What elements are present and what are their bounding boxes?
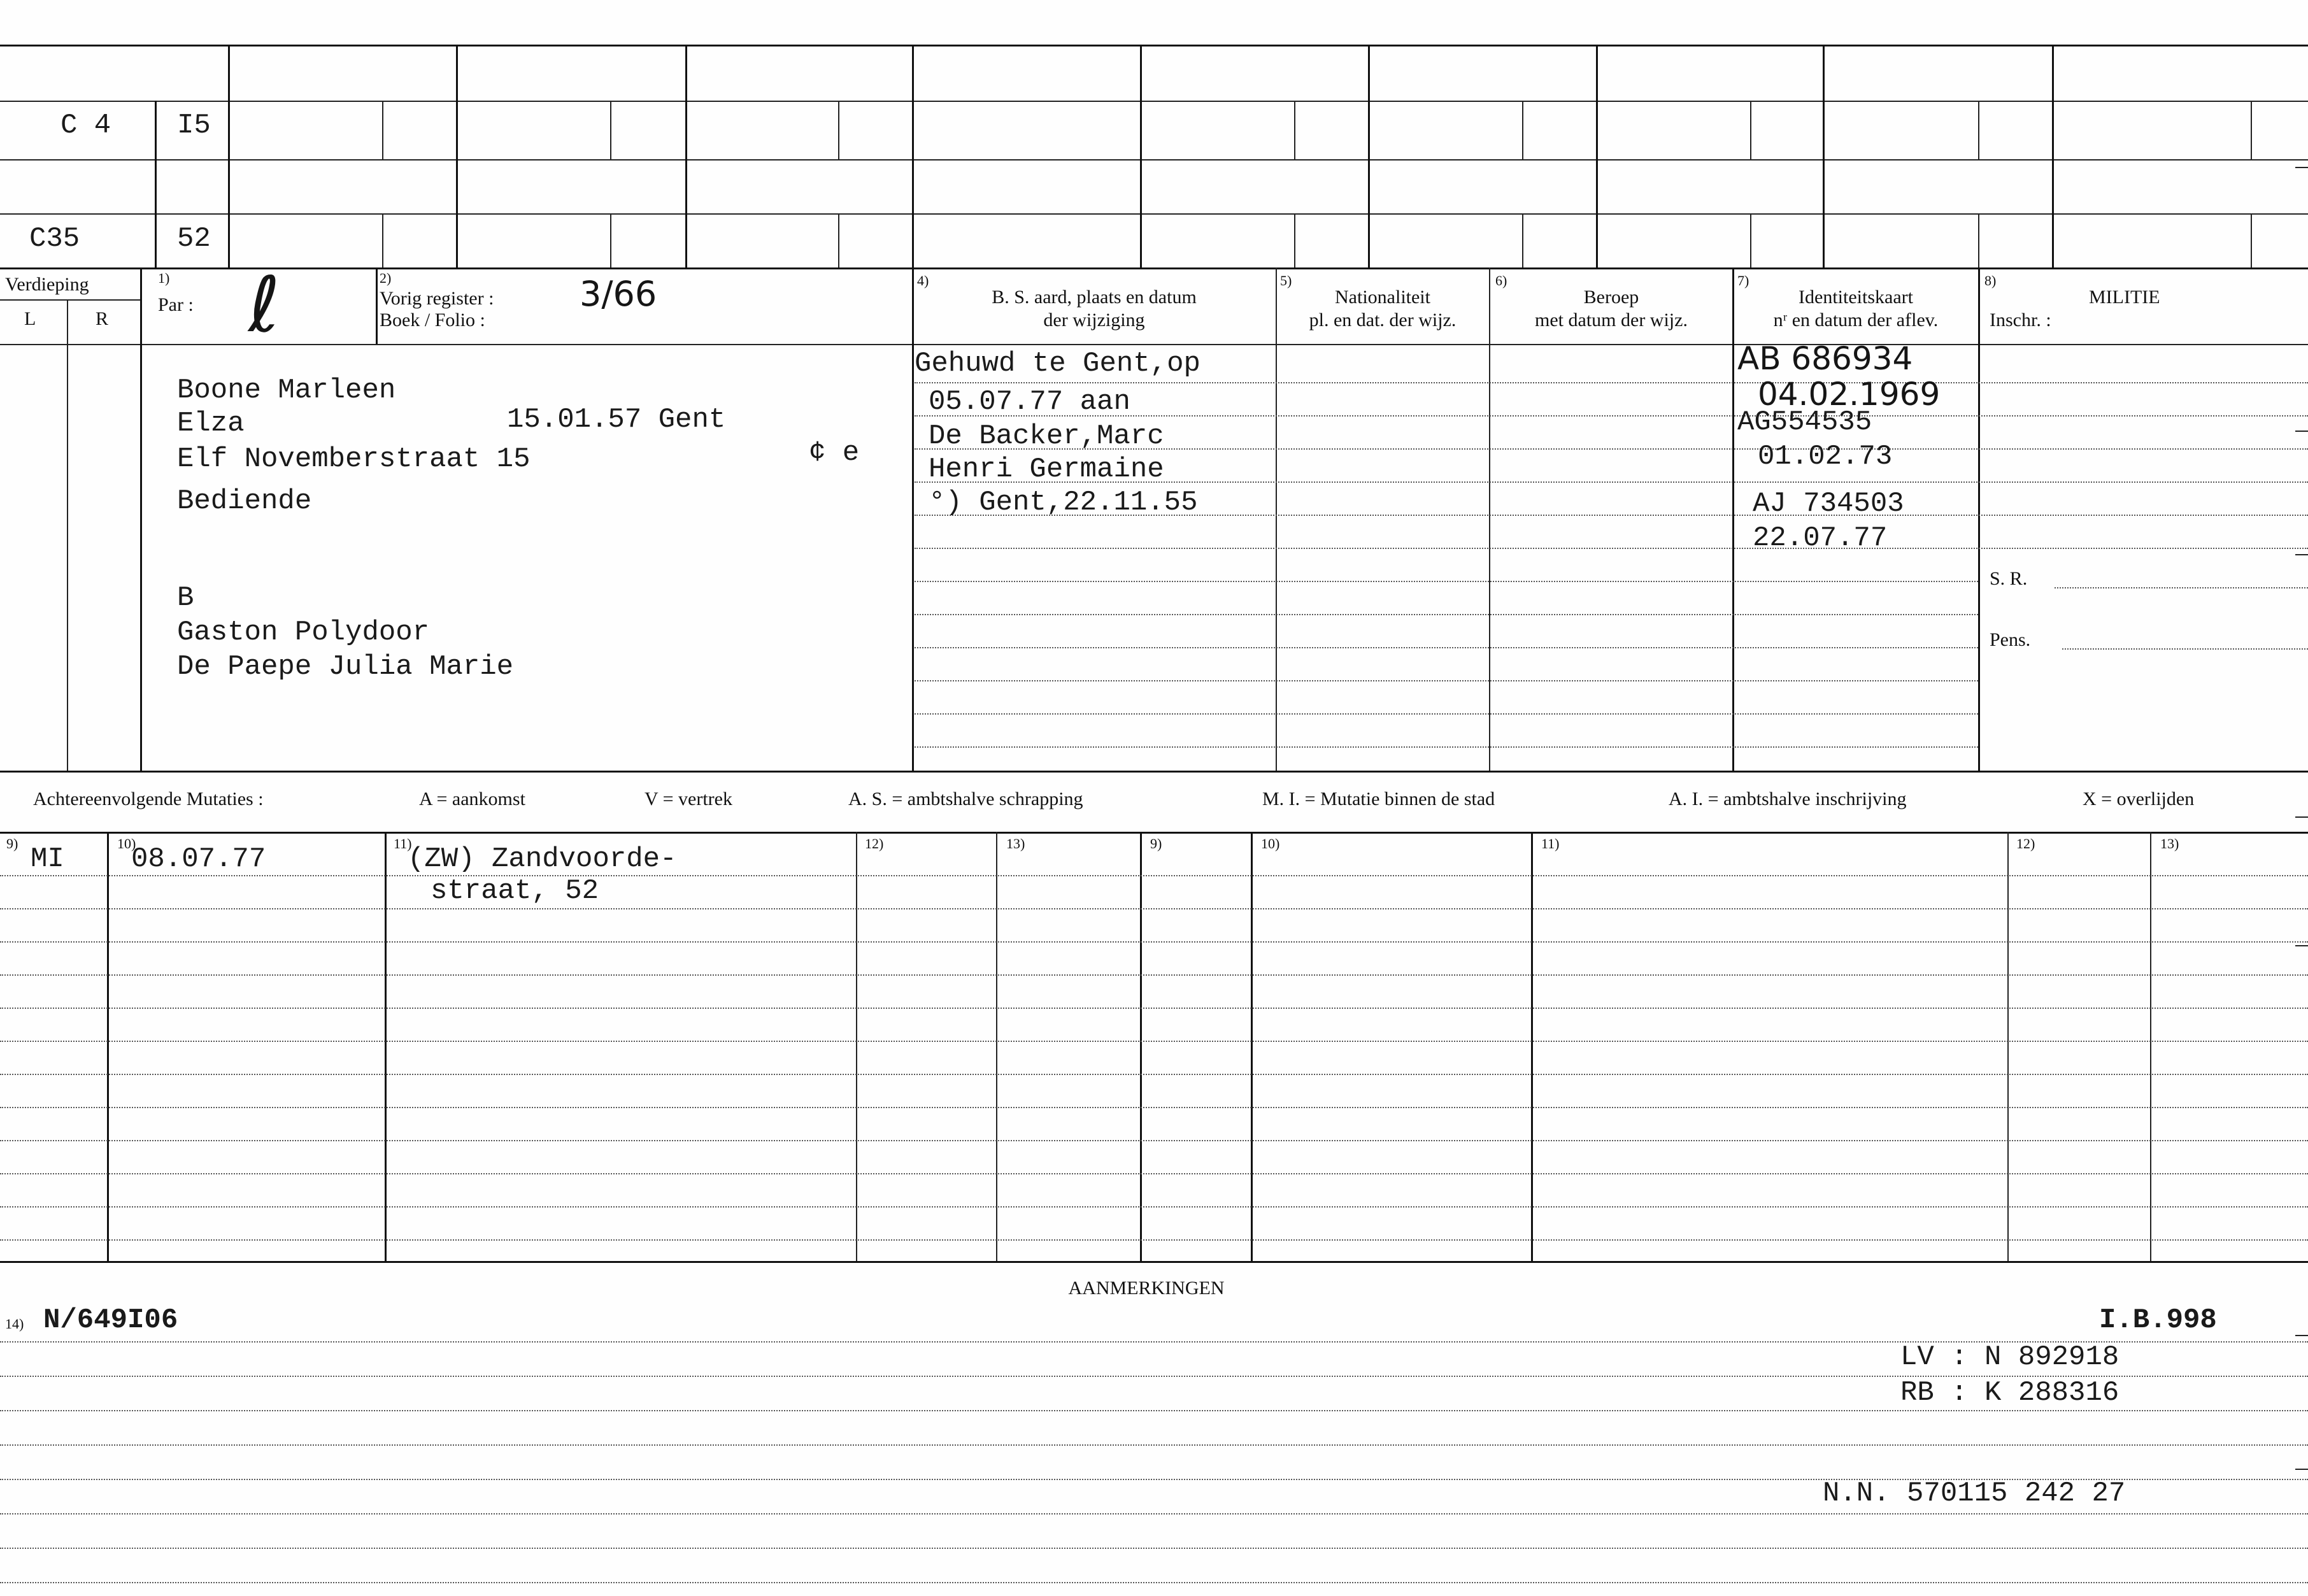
par-label: Par : <box>158 294 194 315</box>
top-grid-vline <box>685 45 687 267</box>
header-vline <box>1276 267 1277 771</box>
pens-dotted-line <box>2062 648 2308 650</box>
top-grid-vline <box>2251 101 2252 159</box>
mutaties-dotted-line <box>0 1173 2308 1174</box>
mut-col-num-10b: 10) <box>1261 836 1280 851</box>
top-row-line <box>0 159 2308 160</box>
bs-entry-4: Henri Germaine <box>929 453 1164 485</box>
boek-folio-label: Boek / Folio : <box>380 310 485 331</box>
bs-entry-5: °) Gent,22.11.55 <box>929 487 1198 518</box>
header-bottom-line <box>0 344 2308 345</box>
mutaties-vline <box>856 832 857 1261</box>
aanmerkingen-dotted-line <box>0 1410 2308 1411</box>
aanmerkingen-nn: N.N. 570115 242 27 <box>1823 1478 2126 1509</box>
mutaties-dotted-line <box>0 1206 2308 1208</box>
body-dotted-line <box>915 581 1978 582</box>
bs-entry-2: 05.07.77 aan <box>929 386 1130 418</box>
top-border-line <box>0 45 2308 46</box>
top-grid-vline <box>155 101 157 267</box>
body-dotted-line <box>915 614 1978 615</box>
mut-col-num-10: 10) <box>117 836 136 851</box>
mutaties-dotted-line <box>0 1107 2308 1108</box>
nationaliteit-header-line-1: Nationaliteit <box>1335 287 1430 308</box>
mother-name: De Paepe Julia Marie <box>177 651 514 683</box>
edge-tick <box>2295 945 2308 946</box>
beroep-number: 6) <box>1495 273 1507 289</box>
aanmerkingen-title: AANMERKINGEN <box>1068 1278 1225 1299</box>
edge-tick <box>2295 554 2308 555</box>
bs-entry-3: De Backer,Marc <box>929 420 1164 452</box>
mutaties-vline <box>2150 832 2151 1261</box>
mut-col-num-12b: 12) <box>2016 836 2035 851</box>
mutaties-dotted-line <box>0 875 2308 876</box>
legend-ambtshalve-inschrijving: A. I. = ambtshalve inschrijving <box>1669 788 1907 809</box>
top-grid-vline <box>1294 101 1295 159</box>
edge-tick <box>2295 1469 2308 1470</box>
verdieping-lr-divider <box>67 299 68 771</box>
beroep-header-line-1: Beroep <box>1583 287 1639 308</box>
nationaliteit-number: 5) <box>1280 273 1292 289</box>
top-grid-vline <box>1978 213 1979 267</box>
edge-tick <box>2295 167 2308 168</box>
person-mark: ¢ e <box>809 437 860 469</box>
par-handwritten-signature: ℓ <box>248 261 280 350</box>
top-grid-vline <box>1140 45 1142 267</box>
aanmerkingen-ib: I.B.998 <box>2099 1304 2217 1336</box>
header-vline <box>1732 267 1734 771</box>
id-card-1-date: 04.02.1969 <box>1758 376 1941 413</box>
body-dotted-line <box>915 647 1978 648</box>
mut-col-num-11b: 11) <box>1541 836 1560 851</box>
top-grid-vline <box>1294 213 1295 267</box>
header-vline <box>376 267 378 344</box>
inschr-label: Inschr. : <box>1990 310 2051 331</box>
top-grid-vline <box>1596 45 1598 267</box>
verdieping-divider <box>0 299 140 301</box>
top-grid-vline <box>1368 45 1370 267</box>
identiteitskaart-number: 7) <box>1737 273 1749 289</box>
mutaties-vline <box>107 832 109 1261</box>
top-row-2-col-1: C35 <box>29 223 80 255</box>
edge-tick <box>2295 1335 2308 1336</box>
sr-dotted-line <box>2055 587 2308 588</box>
top-grid-vline <box>1750 213 1751 267</box>
aanmerkingen-top-line <box>0 1261 2308 1263</box>
top-grid-vline <box>1978 101 1979 159</box>
aanmerkingen-dotted-line <box>0 1548 2308 1549</box>
verdieping-l-label: L <box>24 308 36 329</box>
mutaties-vline <box>1251 832 1253 1261</box>
person-name: Boone Marleen <box>177 374 396 406</box>
id-card-3-date: 22.07.77 <box>1753 522 1888 554</box>
mut-col-num-13b: 13) <box>2160 836 2179 851</box>
parents-marker: B <box>177 582 194 614</box>
top-grid-vline <box>228 45 230 267</box>
legend-ambtshalve-schrapping: A. S. = ambtshalve schrapping <box>848 788 1083 809</box>
mutaties-dotted-line <box>0 1008 2308 1009</box>
edge-tick <box>2295 816 2308 818</box>
verdieping-label: Verdieping <box>5 274 89 295</box>
mutaties-dotted-line <box>0 941 2308 943</box>
top-grid-vline <box>382 101 383 159</box>
top-grid-vline <box>2251 213 2252 267</box>
mutaties-dotted-line <box>0 908 2308 909</box>
top-grid-vline <box>610 101 611 159</box>
militie-header: MILITIE <box>2089 287 2160 308</box>
verdieping-r-label: R <box>96 308 109 329</box>
mutaties-dotted-line <box>0 1239 2308 1241</box>
person-second-name: Elza <box>177 408 245 439</box>
aanmerkingen-code: N/649I06 <box>43 1304 178 1336</box>
top-row-line <box>0 213 2308 215</box>
mutaties-dotted-line <box>0 1074 2308 1075</box>
mutaties-vline <box>385 832 387 1261</box>
pens-label: Pens. <box>1990 629 2031 650</box>
header-vline <box>912 267 914 771</box>
top-grid-vline <box>1750 101 1751 159</box>
top-row-1-col-2: I5 <box>177 110 211 141</box>
body-dotted-line <box>915 548 2308 549</box>
legend-aankomst: A = aankomst <box>419 788 525 809</box>
identiteitskaart-header-line-2: nʳ en datum der aflev. <box>1773 310 1939 331</box>
top-row-line <box>0 101 2308 102</box>
header-vline <box>1489 267 1490 771</box>
aanmerkingen-number: 14) <box>5 1316 24 1332</box>
id-card-1-number: AB 686934 <box>1737 340 1913 377</box>
header-vline <box>140 267 142 771</box>
mutaties-vline <box>1140 832 1142 1261</box>
father-name: Gaston Polydoor <box>177 616 430 648</box>
aanmerkingen-rb: RB : K 288316 <box>1900 1377 2119 1409</box>
legend-mutatie-binnen-stad: M. I. = Mutatie binnen de stad <box>1262 788 1495 809</box>
aanmerkingen-lv: LV : N 892918 <box>1900 1341 2119 1373</box>
top-row-2-col-2: 52 <box>177 223 211 255</box>
mut-col-num-9b: 9) <box>1150 836 1162 851</box>
top-grid-vline <box>838 101 839 159</box>
mutaties-vline <box>1531 832 1533 1261</box>
mutaties-top-line <box>0 771 2308 773</box>
top-grid-vline <box>912 45 914 267</box>
top-row-1-col-1: C 4 <box>61 110 111 141</box>
mut-col-num-13: 13) <box>1006 836 1025 851</box>
top-grid-vline <box>382 213 383 267</box>
body-dotted-line <box>915 713 1978 715</box>
mutatie-type: MI <box>31 843 64 875</box>
legend-vertrek: V = vertrek <box>645 788 732 809</box>
edge-tick <box>2295 431 2308 432</box>
top-grid-vline <box>456 45 458 267</box>
vorig-register-value: 3/66 <box>580 274 657 314</box>
top-grid-vline <box>1522 101 1523 159</box>
top-grid-vline <box>1823 45 1825 267</box>
header-top-line <box>0 267 2308 269</box>
top-grid-vline <box>2052 45 2054 267</box>
top-grid-vline <box>1522 213 1523 267</box>
person-occupation: Bediende <box>177 485 312 517</box>
mutaties-dotted-line <box>0 1140 2308 1141</box>
mutatie-date: 08.07.77 <box>131 843 266 875</box>
aanmerkingen-dotted-line <box>0 1444 2308 1446</box>
person-birth: 15.01.57 Gent <box>507 404 726 436</box>
mutaties-dotted-line <box>0 1041 2308 1042</box>
bs-header-line-1: B. S. aard, plaats en datum <box>992 287 1197 308</box>
militie-number: 8) <box>1984 273 1997 289</box>
mutaties-table-top-line <box>0 832 2308 834</box>
mutaties-vline <box>2007 832 2009 1261</box>
vorig-register-number: 2) <box>380 270 392 286</box>
mutaties-title: Achtereenvolgende Mutaties : <box>33 788 264 809</box>
vorig-register-label: Vorig register : <box>380 288 494 309</box>
body-dotted-line <box>915 746 1978 748</box>
top-grid-vline <box>610 213 611 267</box>
bs-number: 4) <box>917 273 929 289</box>
beroep-header-line-2: met datum der wijz. <box>1535 310 1688 331</box>
nationaliteit-header-line-2: pl. en dat. der wijz. <box>1309 310 1457 331</box>
mut-col-num-11: 11) <box>394 836 412 851</box>
bs-header-line-2: der wijziging <box>1043 310 1145 331</box>
header-vline <box>1978 267 1980 771</box>
legend-overlijden: X = overlijden <box>2083 788 2195 809</box>
mutatie-address-line-1: (ZW) Zandvoorde- <box>408 843 677 875</box>
id-card-2-number: AG554535 <box>1737 406 1872 438</box>
par-number: 1) <box>158 270 170 286</box>
id-card-3-number: AJ 734503 <box>1753 488 1904 520</box>
aanmerkingen-dotted-line <box>0 1582 2308 1583</box>
mutaties-vline <box>996 832 997 1261</box>
mutatie-address-line-2: straat, 52 <box>431 875 599 907</box>
sr-label: S. R. <box>1990 568 2028 589</box>
person-address: Elf Novemberstraat 15 <box>177 443 531 475</box>
mut-col-num-12: 12) <box>865 836 884 851</box>
body-dotted-line <box>915 382 2308 383</box>
aanmerkingen-dotted-line <box>0 1513 2308 1514</box>
mut-col-num-9: 9) <box>6 836 18 851</box>
body-dotted-line <box>915 680 1978 681</box>
mutaties-dotted-line <box>0 974 2308 976</box>
identiteitskaart-header-line-1: Identiteitskaart <box>1799 287 1913 308</box>
top-grid-vline <box>838 213 839 267</box>
id-card-2-date: 01.02.73 <box>1758 441 1893 473</box>
bs-entry-1: Gehuwd te Gent,op <box>915 348 1200 380</box>
